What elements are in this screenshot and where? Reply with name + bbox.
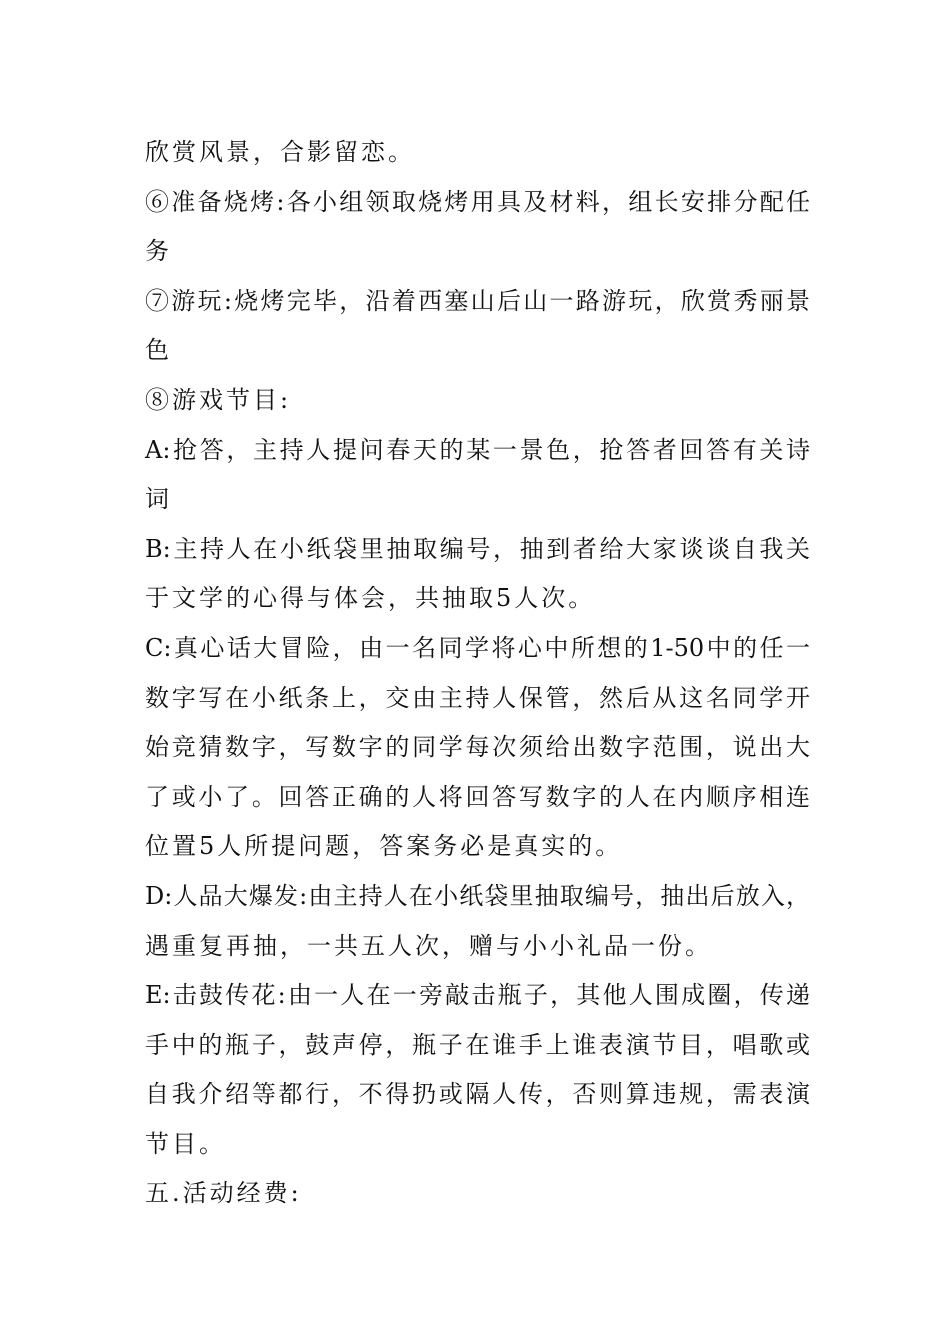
text-line: 色 — [145, 336, 172, 365]
document-body — [145, 128, 810, 1219]
text-line: ⑦游玩:烧烤完毕，沿着西塞山后山一路游玩，欣赏秀丽景 — [145, 286, 810, 315]
text-line: ⑧游戏节目: — [145, 385, 292, 414]
text-line: 数字写在小纸条上，交由主持人保管，然后从这名同学开 — [145, 683, 810, 712]
text-line: 节目。 — [145, 1129, 226, 1158]
text-line: 欣赏风景，合影留恋。 — [145, 138, 415, 166]
text-line: E:击鼓传花:由一人在一旁敲击瓶子，其他人围成圈，传递 — [145, 981, 810, 1010]
text-line: B:主持人在小纸袋里抽取编号，抽到者给大家谈谈自我关 — [145, 534, 810, 563]
text-line: 词 — [145, 485, 172, 514]
text-line: 遇重复再抽，一共五人次，赠与小小礼品一份。 — [145, 931, 712, 960]
text-line: 位置5人所提问题，答案务必是真实的。 — [145, 832, 623, 861]
text-line: 始竞猜数字，写数字的同学每次须给出数字范围，说出大 — [145, 733, 810, 762]
text-line: ⑥准备烧烤:各小组领取烧烤用具及材料，组长安排分配任 — [145, 187, 810, 216]
text-line: 务 — [145, 237, 172, 266]
text-line: A:抢答，主持人提问春天的某一景色，抢答者回答有关诗 — [145, 435, 810, 464]
text-line: 自我介绍等都行，不得扔或隔人传，否则算违规，需表演 — [145, 1080, 810, 1109]
text-line: C:真心话大冒险，由一名同学将心中所想的1-50中的任一 — [145, 633, 810, 662]
text-line: D:人品大爆发:由主持人在小纸袋里抽取编号，抽出后放入， — [145, 881, 810, 910]
text-line: 了或小了。回答正确的人将回答写数字的人在内顺序相连 — [145, 782, 810, 811]
text-line: 于文学的心得与体会，共抽取5人次。 — [145, 584, 596, 613]
text-line: 五.活动经费: — [145, 1179, 302, 1208]
text-line: 手中的瓶子，鼓声停，瓶子在谁手上谁表演节目，唱歌或 — [145, 1030, 810, 1059]
